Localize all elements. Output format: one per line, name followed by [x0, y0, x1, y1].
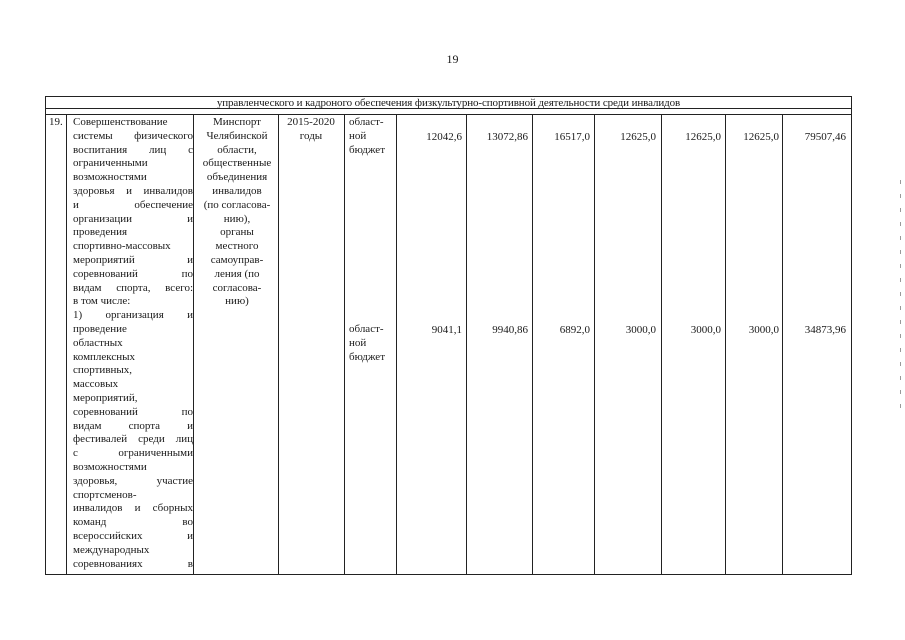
- desc-line: с ограниченными: [73, 447, 193, 460]
- amount-2015: 12042,6: [426, 131, 462, 143]
- desc-line: видам спорта и: [73, 419, 193, 432]
- amount-2019: 3000,0: [690, 324, 721, 336]
- desc-line: 1) организация и: [73, 309, 193, 322]
- col-border-7: [532, 114, 533, 575]
- amount-2020: 12625,0: [743, 131, 779, 143]
- col-border-3: [278, 114, 279, 575]
- desc-line: соревнованиях в: [73, 557, 193, 570]
- source-line: ной: [349, 129, 367, 142]
- executor-line: согласова-: [212, 281, 262, 294]
- responsible-executor: [197, 116, 277, 309]
- desc-line: всероссийских и: [73, 529, 193, 542]
- header-rule-top: [46, 108, 851, 109]
- source-line: бюджет: [349, 350, 385, 363]
- amount-2019: 12625,0: [685, 131, 721, 143]
- desc-line: спортивно-массовых: [73, 240, 171, 253]
- executor-line: общественные: [202, 157, 272, 170]
- amount-2017: 6892,0: [559, 324, 590, 336]
- desc-line: здоровья и инвалидов: [73, 184, 193, 197]
- amount-2018: 12625,0: [620, 131, 656, 143]
- desc-line: соревнований по: [73, 267, 193, 280]
- desc-line: и обеспечение: [73, 198, 193, 211]
- amount-2015: 9041,1: [431, 324, 462, 336]
- col-border-10: [725, 114, 726, 575]
- amount-total: 79507,46: [804, 131, 846, 143]
- executor-line: самоуправ-: [210, 253, 264, 266]
- desc-line: спортсменов-: [73, 488, 137, 501]
- desc-line: здоровья, участие: [73, 474, 193, 487]
- desc-line: мероприятий,: [73, 391, 138, 404]
- col-border-11: [782, 114, 783, 575]
- executor-line: (по согласова-: [203, 198, 271, 211]
- executor-line: нию): [225, 295, 249, 308]
- program-table: [45, 96, 852, 575]
- executor-line: органы: [220, 226, 254, 239]
- source-line: област-: [349, 323, 384, 335]
- desc-line: спортивных,: [73, 364, 133, 377]
- executor-line: Челябинской: [206, 129, 268, 142]
- desc-line: возможностями: [73, 171, 147, 184]
- amount-2018: 3000,0: [625, 324, 656, 336]
- section-header: управленческого и кадроного обеспечения физкультурно-спортивной деятельности среди инвалидов: [216, 97, 681, 109]
- desc-line: областных: [73, 336, 123, 349]
- page-number: 19: [446, 52, 459, 66]
- executor-line: области,: [217, 143, 257, 156]
- col-border-2: [193, 114, 194, 575]
- desc-line: проведения: [73, 226, 128, 239]
- desc-line: воспитания лиц с: [73, 143, 193, 156]
- implementation-period: 2015-2020 годы: [287, 116, 335, 142]
- col-border-8: [594, 114, 595, 575]
- col-border-1: [66, 114, 67, 575]
- desc-line: ограниченными: [73, 157, 148, 170]
- amount-2016: 9940,86: [492, 324, 528, 336]
- desc-line: комплексных: [73, 350, 136, 363]
- funding-source-2: [349, 323, 397, 364]
- amount-2017: 16517,0: [554, 131, 590, 143]
- scan-margin-marks: [898, 180, 902, 418]
- col-border-4: [344, 114, 345, 575]
- source-line: ной: [349, 336, 367, 349]
- amount-total: 34873,96: [804, 324, 846, 336]
- desc-line: массовых: [73, 378, 119, 391]
- desc-line: фестивалей среди лиц: [73, 433, 193, 446]
- executor-line: ления (по: [214, 267, 260, 280]
- executor-line: объединения: [206, 171, 268, 184]
- executor-line: местного: [215, 240, 259, 253]
- desc-line: соревнований по: [73, 405, 193, 418]
- header-rule-bottom: [46, 114, 851, 115]
- executor-line: Минспорт: [213, 116, 261, 128]
- desc-line: возможностями: [73, 460, 147, 473]
- funding-source-1: [349, 116, 397, 157]
- desc-line: проведение: [73, 322, 127, 335]
- desc-line: системы физического: [73, 129, 193, 142]
- source-line: бюджет: [349, 143, 385, 156]
- desc-line: международных: [73, 543, 150, 556]
- col-border-9: [661, 114, 662, 575]
- desc-line: видам спорта, всего:: [73, 281, 193, 294]
- desc-line: мероприятий и: [73, 253, 193, 266]
- col-border-6: [466, 114, 467, 575]
- row-number: 19.: [49, 116, 63, 128]
- executor-line: инвалидов: [212, 184, 262, 197]
- amount-2020: 3000,0: [748, 324, 779, 336]
- source-line: област-: [349, 116, 384, 128]
- desc-line: команд во: [73, 516, 193, 529]
- measure-description: [73, 116, 193, 571]
- desc-line: инвалидов и сборных: [73, 502, 193, 515]
- executor-line: нию),: [223, 212, 251, 225]
- desc-line: в том числе:: [73, 295, 131, 308]
- amount-2016: 13072,86: [486, 131, 528, 143]
- desc-line: Совершенствование: [73, 116, 168, 128]
- desc-line: организации и: [73, 212, 193, 225]
